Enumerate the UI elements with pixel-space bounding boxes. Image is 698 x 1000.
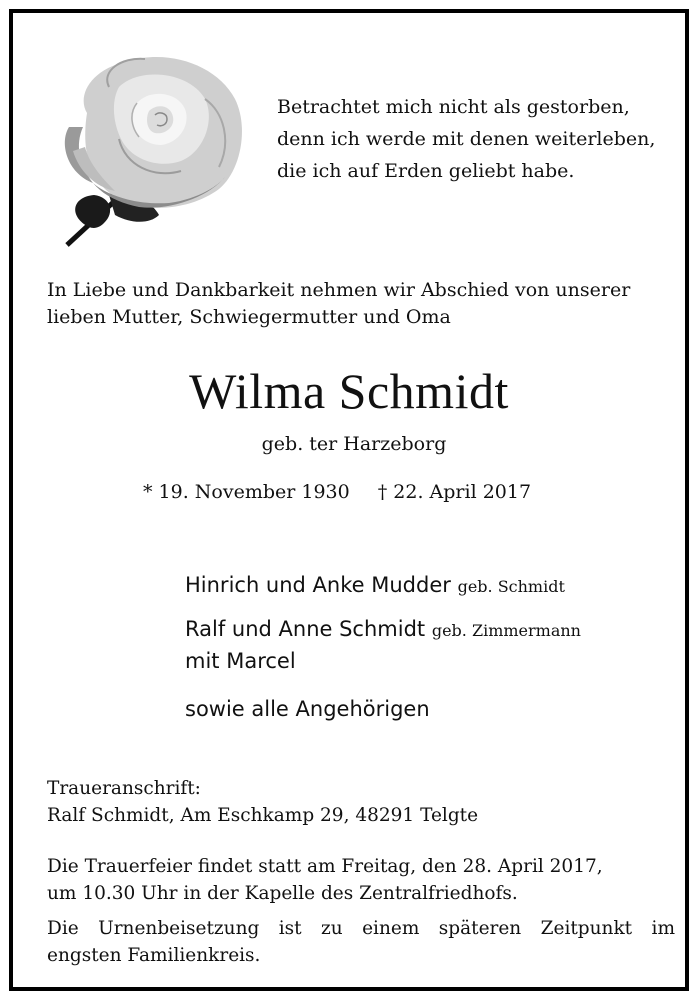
intro-text — [47, 277, 677, 331]
urn-burial-info — [47, 915, 675, 969]
poem — [277, 91, 677, 187]
mourning-address — [47, 775, 677, 829]
address-label: Traueranschrift: — [47, 778, 201, 799]
ceremony-line: Die Trauerfeier findet statt am Freitag, den 28. April 2017, — [47, 856, 603, 877]
rose-icon — [49, 47, 245, 247]
poem-line: die ich auf Erden geliebt habe. — [277, 160, 575, 182]
poem-line: denn ich werde mit denen weiterleben, — [277, 128, 656, 150]
birth-name: geb. ter Harzeborg — [261, 433, 447, 455]
family-note: geb. Zimmermann — [431, 621, 581, 640]
birth-date: * 19. November 1930 — [143, 481, 350, 503]
ceremony-line: um 10.30 Uhr in der Kapelle des Zentralfriedhofs. — [47, 883, 518, 904]
life-dates — [143, 479, 643, 505]
urn-line: engsten Familienkreis. — [47, 945, 261, 966]
address-value: Ralf Schmidt, Am Eschkamp 29, 48291 Telgte — [47, 805, 479, 826]
intro-line: lieben Mutter, Schwiegermutter und Oma — [47, 306, 451, 328]
obituary-notice — [9, 9, 689, 991]
intro-line: In Liebe und Dankbarkeit nehmen wir Abschied von unserer — [47, 279, 631, 301]
family-names: Hinrich und Anke Mudder — [185, 573, 451, 597]
ceremony-info — [47, 853, 675, 907]
family-member — [185, 613, 685, 647]
family-names: sowie alle Angehörigen — [185, 697, 430, 721]
deceased-name: Wilma Schmidt — [189, 363, 509, 419]
family-names: Ralf und Anne Schmidt — [185, 617, 426, 641]
family-names: mit Marcel — [185, 649, 296, 673]
family-member — [185, 693, 685, 725]
family-note: geb. Schmidt — [457, 577, 565, 596]
urn-line: Die Urnenbeisetzung ist zu einem späteren Zeitpunkt im — [47, 918, 675, 939]
family-member — [185, 645, 685, 677]
poem-line: Betrachtet mich nicht als gestorben, — [277, 96, 630, 118]
family-member — [185, 569, 685, 603]
death-date: † 22. April 2017 — [377, 481, 532, 503]
